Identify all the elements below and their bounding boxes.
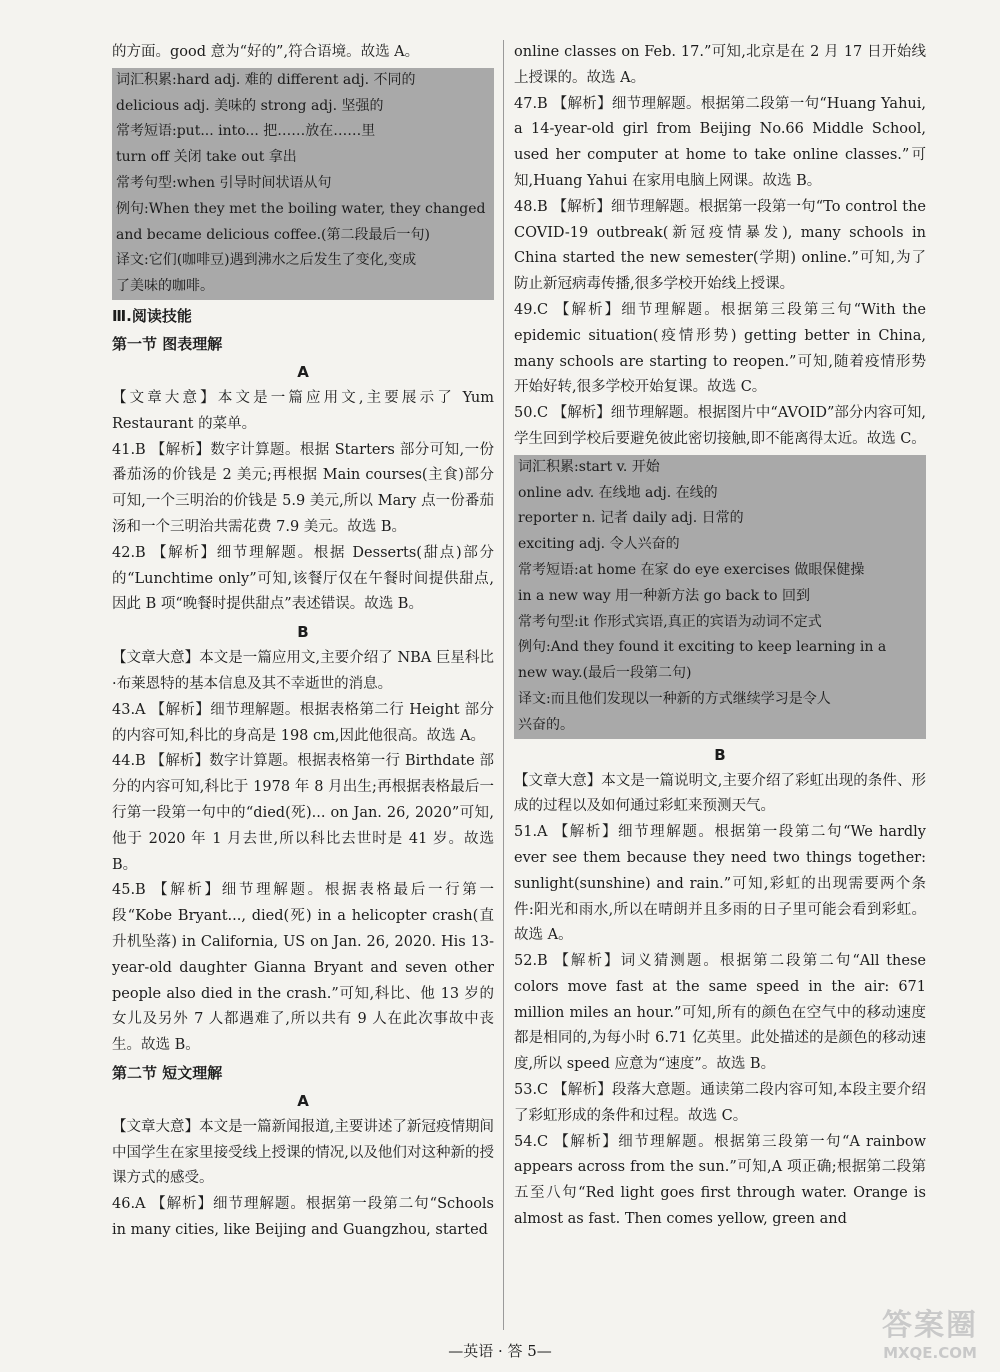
- answer-49: 49.C 【解析】细节理解题。根据第三段第三句“With the epidemic situation(疫情形势) getting better in China, many schools are starting to reopen.”可知,随着疫情形势开始好转,很多学校开始复课。故选 C。: [514, 301, 926, 396]
- vocab-line: and became delicious coffee.(第二段最后一句): [116, 226, 430, 243]
- right-column: [514, 40, 926, 1233]
- passage-summary: 【文章大意】本文是一篇应用文,主要展示了 Yum Restaurant 的菜单。: [112, 389, 494, 432]
- left-top-line: 的方面。good 意为“好的”,符合语境。故选 A。: [112, 44, 420, 60]
- answer-54: 54.C 【解析】细节理解题。根据第三段第一句“A rainbow appears across from the sun.”可知,A 项正确;根据第二段第五至八句“Red light goes first through water. Orange is almost as fast. Then comes yellow, green and: [514, 1133, 926, 1228]
- vocab-line: exciting adj. 令人兴奋的: [518, 536, 680, 553]
- answer-41: 41.B 【解析】数字计算题。根据 Starters 部分可知,一份番茄汤的价钱是 2 美元;再根据 Main courses(主食)部分可知,一个三明治的价钱是 5.9 美元,所以 Mary 点一份番茄汤和一个三明治共需花费 7.9 美元。故选 B。: [112, 441, 494, 535]
- passage-letter: A: [297, 362, 309, 381]
- vocab-line: 例句:When they met the boiling water, they changed: [116, 200, 486, 217]
- vocab-block-right: [514, 455, 926, 739]
- vocab-line: 常考句型:it 作形式宾语,真正的宾语为动词不定式: [518, 613, 822, 630]
- vocab-line: online adv. 在线地 adj. 在线的: [518, 484, 718, 501]
- answer-44: 44.B 【解析】数字计算题。根据表格第一行 Birthdate 部分的内容可知,科比于 1978 年 8 月出生;再根据表格最后一行第一段第一句中的“died(死)... on Jan. 26, 2020”可知,他于 2020 年 1 月去世,所以科比去世时是 41 岁。故选 B。: [112, 753, 494, 873]
- answer-46: 46.A 【解析】细节理解题。根据第一段第二句“Schools in many cities, like Beijing and Guangzhou, started: [112, 1196, 494, 1239]
- passage-letter: A: [297, 1091, 309, 1110]
- vocab-line: 词汇积累:start v. 开始: [518, 458, 660, 475]
- vocab-line: 常考短语:at home 在家 do eye exercises 做眼保健操: [518, 561, 865, 578]
- vocab-line: delicious adj. 美味的 strong adj. 坚强的: [116, 97, 384, 114]
- passage-summary: 【文章大意】本文是一篇新闻报道,主要讲述了新冠疫情期间中国学生在家里接受线上授课的情况,以及他们对这种新的授课方式的感受。: [112, 1118, 494, 1187]
- answer-42: 42.B 【解析】细节理解题。根据 Desserts(甜点)部分的“Lunchtime only”可知,该餐厅仅在午餐时间提供甜点,因此 B 项“晚餐时提供甜点”表述错误。故选 B。: [112, 544, 494, 613]
- passage-summary: 【文章大意】本文是一篇应用文,主要介绍了 NBA 巨星科比·布莱恩特的基本信息及其不幸逝世的消息。: [112, 650, 494, 692]
- part1-heading: 第一节 图表理解: [112, 334, 223, 353]
- answer-47: 47.B 【解析】细节理解题。根据第二段第一句“Huang Yahui, a 14-year-old girl from Beijing No.66 Middle School, used her computer at home to take online classes.”可知,Huang Yahui 在家用电脑上网课。故选 B。: [514, 95, 926, 189]
- vocab-line: 译文:而且他们发现以一种新的方式继续学习是令人: [518, 690, 831, 707]
- vocab-line: 常考句型:when 引导时间状语从句: [116, 174, 332, 191]
- vocab-line: 常考短语:put... into... 把……放在……里: [116, 123, 376, 140]
- vocab-line: 译文:它们(咖啡豆)遇到沸水之后发生了变化,变成: [116, 252, 417, 269]
- vocab-line: in a new way 用一种新方法 go back to 回到: [518, 587, 811, 604]
- part2-heading: 第二节 短文理解: [112, 1063, 223, 1082]
- answer-48: 48.B 【解析】细节理解题。根据第一段第一句“To control the COVID-19 outbreak(新冠疫情暴发), many schools in China started the new semester(学期) online.”可知,为了防止新冠病毒传播,很多学校开始线上授课。: [514, 198, 926, 293]
- answer-50: 50.C 【解析】细节理解题。根据图片中“AVOID”部分内容可知,学生回到学校后要避免彼此密切接触,即不能离得太近。故选 C。: [514, 405, 926, 447]
- section-heading: Ⅲ.阅读技能: [112, 306, 192, 325]
- left-column: [112, 40, 494, 1244]
- answer-53: 53.C 【解析】段落大意题。通读第二段内容可知,本段主要介绍了彩虹形成的条件和过程。故选 C。: [514, 1082, 926, 1124]
- answer-43: 43.A 【解析】细节理解题。根据表格第二行 Height 部分的内容可知,科比的身高是 198 cm,因此他很高。故选 A。: [112, 701, 494, 744]
- column-divider: [503, 40, 504, 1330]
- vocab-line: turn off 关闭 take out 拿出: [116, 149, 297, 166]
- watermark-bottom: MXQE.COM: [883, 1344, 977, 1362]
- answer-46-continued: online classes on Feb. 17.”可知,北京是在 2 月 17 日开始线上授课的。故选 A。: [514, 44, 926, 86]
- vocab-line: 词汇积累:hard adj. 难的 different adj. 不同的: [116, 71, 416, 88]
- vocab-line: 例句:And they found it exciting to keep learning in a: [518, 639, 887, 656]
- vocab-line: 兴奋的。: [518, 716, 574, 733]
- vocab-line: new way.(最后一段第二句): [518, 665, 692, 682]
- vocab-line: reporter n. 记者 daily adj. 日常的: [518, 510, 744, 527]
- watermark-top: 答案圈: [882, 1308, 978, 1343]
- passage-summary: 【文章大意】本文是一篇说明文,主要介绍了彩虹出现的条件、形成的过程以及如何通过彩虹来预测天气。: [514, 772, 926, 815]
- vocab-block-left: [112, 68, 494, 300]
- site-watermark: [870, 1300, 990, 1362]
- answer-51: 51.A 【解析】细节理解题。根据第一段第二句“We hardly ever see them because they need two things together: sunlight(sunshine) and rain.”可知,彩虹的出现需要两个条件:阳光和雨水,所以在晴朗并且多雨的日子里可能会看到彩虹。故选 A。: [514, 824, 926, 944]
- passage-letter: B: [714, 745, 726, 764]
- passage-letter: B: [297, 623, 309, 642]
- answer-45: 45.B 【解析】细节理解题。根据表格最后一行第一段“Kobe Bryant..., died(死) in a helicopter crash(直升机坠落) in California, US on Jan. 26, 2020. His 13-year-old daughter Gianna Bryant and seven other people also died in the crash.”可知,科比、他 13 岁的女儿及另外 7 人都遇难了,所以共有 9 人在此次事故中丧生。故选 B。: [112, 882, 494, 1054]
- page-footer: —英语 · 答 5—: [448, 1342, 552, 1360]
- answer-52: 52.B 【解析】词义猜测题。根据第二段第二句“All these colors move fast at the same speed in the air: 671 million miles an hour.”可知,所有的颜色在空气中的移动速度都是相同的,为每小时 6.71 亿英里。此处描述的是颜色的移动速度,所以 speed 应意为“速度”。故选 B。: [514, 953, 926, 1073]
- vocab-line: 了美味的咖啡。: [116, 278, 214, 295]
